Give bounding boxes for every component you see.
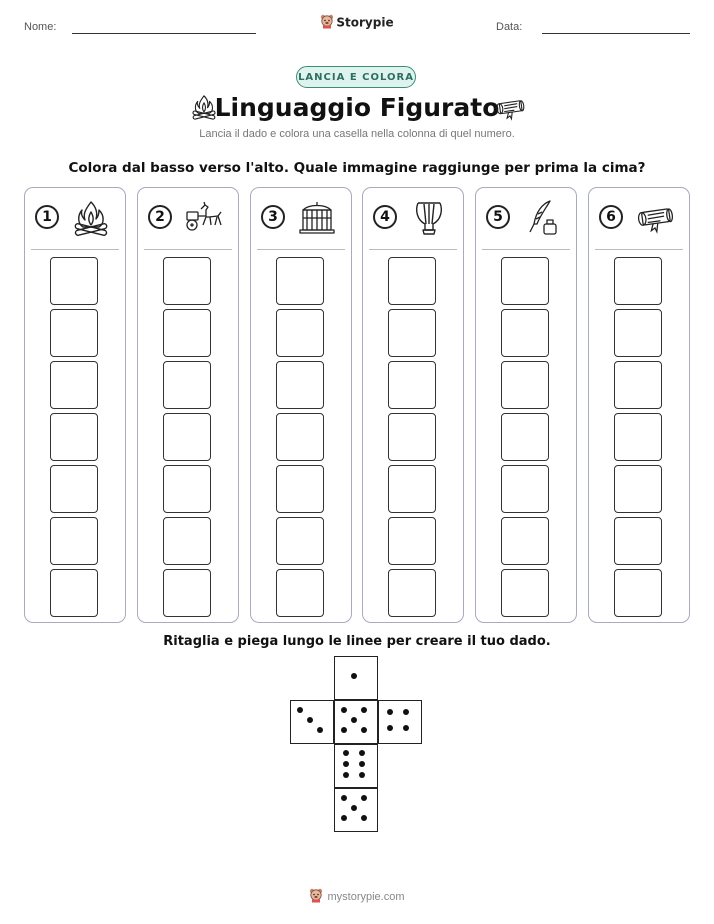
race-column-5 [475, 187, 577, 623]
die-face-4 [378, 700, 422, 744]
activity-badge: LANCIA E COLORA [296, 66, 416, 88]
pip [341, 795, 347, 801]
color-box[interactable] [276, 257, 324, 305]
color-box[interactable] [163, 465, 211, 513]
pip [351, 673, 357, 679]
subtitle: Lancia il dado e colora una casella nella colonna di quel numero. [199, 128, 515, 140]
die-face-1 [334, 656, 378, 700]
lyre-icon [409, 198, 449, 238]
pip [361, 815, 367, 821]
instruction: Colora dal basso verso l'alto. Quale immagine raggiunge per prima la cima? [68, 160, 646, 176]
color-box[interactable] [388, 413, 436, 461]
race-column-6 [588, 187, 690, 623]
column-divider [257, 249, 345, 250]
race-column-3 [250, 187, 352, 623]
pip [343, 750, 349, 756]
column-number: 5 [486, 205, 510, 229]
color-box[interactable] [388, 465, 436, 513]
color-box[interactable] [50, 569, 98, 617]
die-face-3 [290, 700, 334, 744]
footer-url[interactable]: mystorypie.com [327, 890, 405, 903]
color-box[interactable] [50, 517, 98, 565]
race-column-2 [137, 187, 239, 623]
column-number: 2 [148, 205, 172, 229]
brand-name: Storypie [336, 15, 394, 30]
race-column-1 [24, 187, 126, 623]
column-divider [482, 249, 570, 250]
bear-logo-icon [309, 888, 323, 906]
color-box[interactable] [163, 569, 211, 617]
pip [341, 727, 347, 733]
column-number: 6 [599, 205, 623, 229]
brand-logo [0, 14, 714, 32]
footer [0, 888, 714, 906]
color-box[interactable] [50, 257, 98, 305]
pip [343, 761, 349, 767]
color-box[interactable] [501, 569, 549, 617]
quill-inkwell-icon [522, 198, 562, 238]
pip [361, 727, 367, 733]
pip [317, 727, 323, 733]
color-box[interactable] [501, 309, 549, 357]
color-box[interactable] [276, 517, 324, 565]
pip [361, 795, 367, 801]
color-box[interactable] [163, 257, 211, 305]
pip [359, 772, 365, 778]
pip [359, 750, 365, 756]
pip [341, 707, 347, 713]
pip [341, 815, 347, 821]
name-label: Nome: [24, 21, 57, 33]
color-box[interactable] [388, 517, 436, 565]
pip [343, 772, 349, 778]
die-face-6 [334, 744, 378, 788]
color-box[interactable] [50, 413, 98, 461]
bear-logo-icon [320, 14, 334, 32]
column-number: 3 [261, 205, 285, 229]
color-box[interactable] [276, 309, 324, 357]
color-box[interactable] [276, 569, 324, 617]
color-box[interactable] [163, 309, 211, 357]
column-divider [369, 249, 457, 250]
pip [387, 725, 393, 731]
color-box[interactable] [163, 517, 211, 565]
color-box[interactable] [614, 569, 662, 617]
color-box[interactable] [501, 257, 549, 305]
color-box[interactable] [614, 309, 662, 357]
die-face-5 [334, 788, 378, 832]
race-column-4 [362, 187, 464, 623]
horse-carriage-icon [184, 198, 224, 238]
column-divider [595, 249, 683, 250]
color-box[interactable] [614, 257, 662, 305]
dice-net [290, 656, 426, 836]
color-box[interactable] [50, 361, 98, 409]
color-box[interactable] [501, 413, 549, 461]
color-box[interactable] [163, 361, 211, 409]
pip [403, 725, 409, 731]
pip [403, 709, 409, 715]
color-box[interactable] [276, 361, 324, 409]
date-label: Data: [496, 21, 523, 33]
color-box[interactable] [614, 517, 662, 565]
color-box[interactable] [388, 309, 436, 357]
color-box[interactable] [388, 257, 436, 305]
die-face-5 [334, 700, 378, 744]
pip [307, 717, 313, 723]
column-number: 4 [373, 205, 397, 229]
column-number: 1 [35, 205, 59, 229]
pip [387, 709, 393, 715]
scroll-icon [494, 95, 526, 121]
color-box[interactable] [50, 465, 98, 513]
column-divider [31, 249, 119, 250]
name-line[interactable] [72, 33, 256, 34]
color-box[interactable] [50, 309, 98, 357]
color-box[interactable] [501, 361, 549, 409]
color-box[interactable] [388, 569, 436, 617]
cutout-instruction: Ritaglia e piega lungo le linee per creare il tuo dado. [163, 634, 551, 649]
color-box[interactable] [388, 361, 436, 409]
date-line[interactable] [542, 33, 690, 34]
color-box[interactable] [163, 413, 211, 461]
pip [361, 707, 367, 713]
scroll-icon [635, 198, 675, 238]
color-box[interactable] [614, 413, 662, 461]
color-box[interactable] [501, 465, 549, 513]
color-box[interactable] [276, 413, 324, 461]
color-box[interactable] [614, 465, 662, 513]
color-box[interactable] [614, 361, 662, 409]
campfire-icon [71, 198, 111, 238]
pip [351, 805, 357, 811]
theater-building-icon [297, 198, 337, 238]
color-box[interactable] [276, 465, 324, 513]
color-box[interactable] [501, 517, 549, 565]
pip [359, 761, 365, 767]
page-title: Linguaggio Figurato [214, 93, 500, 122]
pip [297, 707, 303, 713]
column-divider [144, 249, 232, 250]
pip [351, 717, 357, 723]
